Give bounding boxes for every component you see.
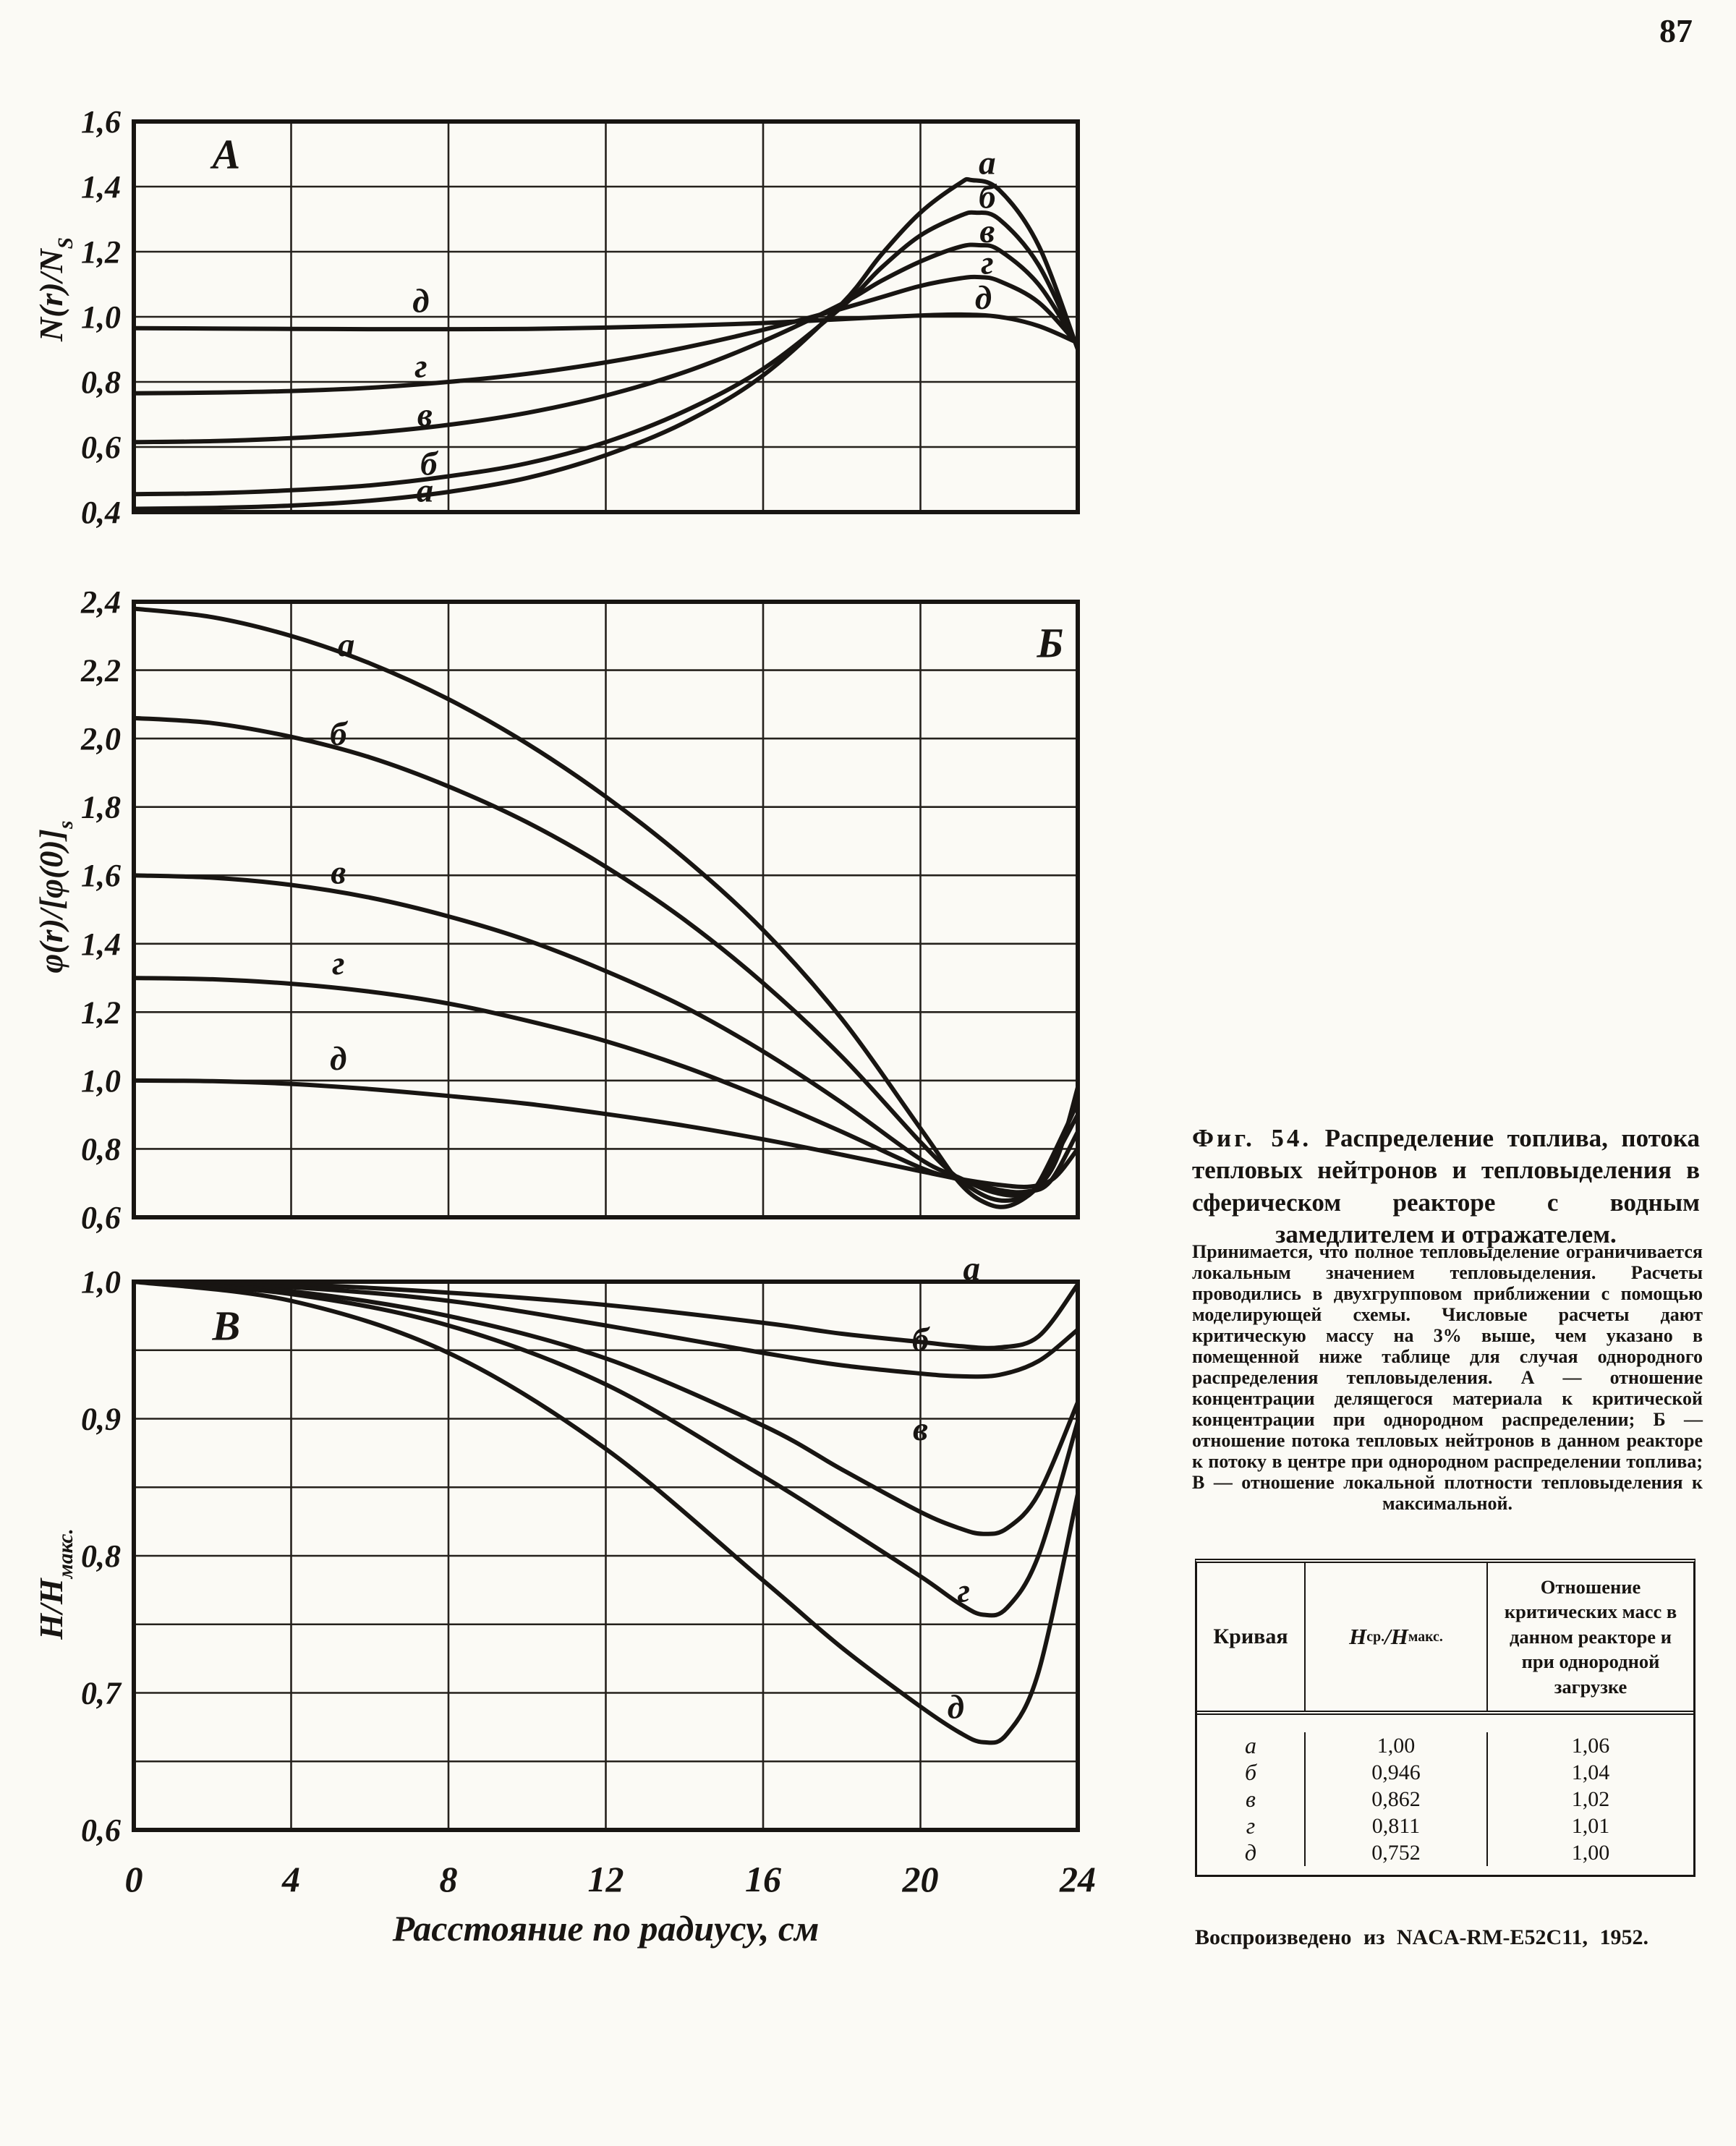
table-row	[1197, 1839, 1693, 1866]
x-tick-label: 24	[1060, 1859, 1096, 1899]
x-tick-label: 0	[124, 1859, 143, 1899]
table-cell: 0,862	[1306, 1786, 1488, 1813]
table-body	[1197, 1715, 1693, 1875]
table-cell: 1,04	[1571, 1760, 1610, 1784]
y-tick-label: 0,6	[81, 429, 121, 465]
x-tick-label: 16	[745, 1859, 781, 1899]
table-cell: а	[1197, 1732, 1306, 1759]
curve-label-г: г	[414, 347, 427, 386]
curve-label-б: б	[330, 715, 347, 753]
x-axis-title: Расстояние по радиусу, см	[392, 1908, 820, 1949]
curve-label-б: б	[911, 1321, 929, 1359]
figure-note: Принимается, что полное тепловыделение ограничивается локальным значением тепловыделения. Расчеты проводились в двухгрупповом приближении с помощью моделирующей схемы. Числовые расчеты дают критическую массу на 3% выше, чем указано в помещенной ниже таблице для случая однородного распределения тепловыделения. А — отношение концентрации делящегося материала к критической концентрации при однородном распределении; Б — отношение потока тепловых нейтронов в данном реакторе к потоку в центре при однородном распределении топлива; В — отношение локальной плотности тепловыделения к максимальной.	[1192, 1241, 1703, 1514]
table-row	[1197, 1813, 1693, 1839]
curve-label-г: г	[332, 944, 345, 982]
table-cell: 0,752	[1306, 1839, 1488, 1866]
curve-label-а: а	[337, 626, 355, 665]
y-tick-label: 0,8	[81, 1538, 121, 1574]
curve-label-г: г	[957, 1572, 970, 1610]
y-tick-label: 1,2	[81, 995, 121, 1031]
y-tick-label: 0,6	[81, 1812, 121, 1848]
curve-label-в: в	[331, 853, 346, 892]
y-tick-label: 0,9	[81, 1401, 121, 1437]
table-cell: 0,811	[1306, 1813, 1488, 1839]
table-header-mass-ratio: Отношение критических масс в данном реакторе и при однородной загрузке	[1504, 1576, 1677, 1698]
curve-label-б: б	[979, 178, 996, 216]
page-number: 87	[1659, 12, 1693, 49]
y-tick-label: 2,0	[81, 721, 121, 757]
curve-label-г: г	[981, 244, 994, 282]
curve-label-д: д	[330, 1040, 347, 1078]
x-tick-label: 4	[282, 1859, 300, 1899]
y-axis-title: $N(r)/N_S$	[33, 237, 77, 342]
curve-label-д: д	[947, 1688, 965, 1726]
y-tick-label: 1,0	[81, 299, 121, 335]
panel-letter-В: В	[212, 1302, 241, 1350]
x-tick-label: 12	[587, 1859, 624, 1899]
y-tick-label: 1,6	[81, 858, 121, 894]
curve-label-в: в	[417, 396, 433, 434]
table-header-curve: Кривая	[1197, 1563, 1306, 1711]
table-row	[1197, 1759, 1693, 1786]
y-tick-label: 1,6	[81, 103, 121, 140]
y-tick-label: 1,2	[81, 234, 121, 270]
curve-label-д: д	[412, 282, 430, 320]
x-tick-label: 20	[902, 1859, 939, 1899]
curve-label-в: в	[913, 1410, 928, 1448]
y-tick-label: 1,0	[81, 1264, 121, 1300]
curve-label-а: а	[979, 144, 996, 182]
y-tick-label: 1,0	[81, 1063, 121, 1099]
data-table	[1195, 1559, 1695, 1877]
table-cell: д	[1197, 1839, 1306, 1866]
y-tick-label: 0,8	[81, 364, 121, 400]
y-tick-label: 0,4	[81, 494, 121, 530]
table-cell: 1,00	[1306, 1732, 1488, 1759]
x-tick-label: 8	[439, 1859, 458, 1899]
figure-caption-label: Фиг. 54.	[1192, 1124, 1312, 1152]
table-header-h-ratio: H ср. /H макс.	[1306, 1563, 1488, 1711]
y-tick-label: 1,4	[81, 926, 121, 962]
chart-panel-В	[33, 1250, 1096, 1949]
curve-label-в: в	[979, 212, 995, 250]
curve-label-а: а	[416, 472, 434, 510]
table-row	[1197, 1732, 1693, 1759]
curve-label-б: б	[420, 445, 438, 483]
table-row	[1197, 1786, 1693, 1813]
table-cell: б	[1197, 1759, 1306, 1786]
figure-caption	[1192, 1123, 1700, 1251]
y-tick-label: 1,8	[81, 789, 121, 825]
table-cell: 1,01	[1571, 1813, 1610, 1838]
chart-panel-А	[33, 104, 1078, 530]
table-cell: в	[1197, 1786, 1306, 1813]
figure-caption-text: Распределение топлива, потока тепловых нейтронов и тепловыделения в сферическом реакторе с водным замедлителем и отражателем.	[1192, 1124, 1700, 1249]
table-header-row	[1197, 1563, 1693, 1715]
table-cell: 1,06	[1571, 1733, 1610, 1758]
panel-letter-А: А	[212, 130, 241, 178]
table-cell: 1,00	[1571, 1840, 1610, 1865]
y-tick-label: 0,8	[81, 1131, 121, 1167]
curve-label-д: д	[974, 278, 992, 317]
panel-letter-Б: Б	[1037, 619, 1064, 667]
chart-panel-Б	[33, 584, 1078, 1235]
y-tick-label: 0,7	[81, 1675, 121, 1711]
table-cell: 0,946	[1306, 1759, 1488, 1786]
y-tick-label: 2,2	[81, 652, 121, 689]
curve-label-а: а	[963, 1250, 980, 1288]
y-tick-label: 0,6	[81, 1199, 121, 1235]
source-line: Воспроизведено из NACA-RM-E52C11, 1952.	[1195, 1925, 1649, 1949]
table-cell: г	[1197, 1813, 1306, 1839]
y-tick-label: 1,4	[81, 169, 121, 205]
y-tick-label: 2,4	[81, 584, 121, 620]
y-axis-title: $H/H_{макс.}$	[33, 1528, 77, 1640]
y-axis-title: $\varphi(r)/[\varphi(0)]_s$	[33, 820, 77, 974]
table-cell: 1,02	[1571, 1787, 1610, 1811]
